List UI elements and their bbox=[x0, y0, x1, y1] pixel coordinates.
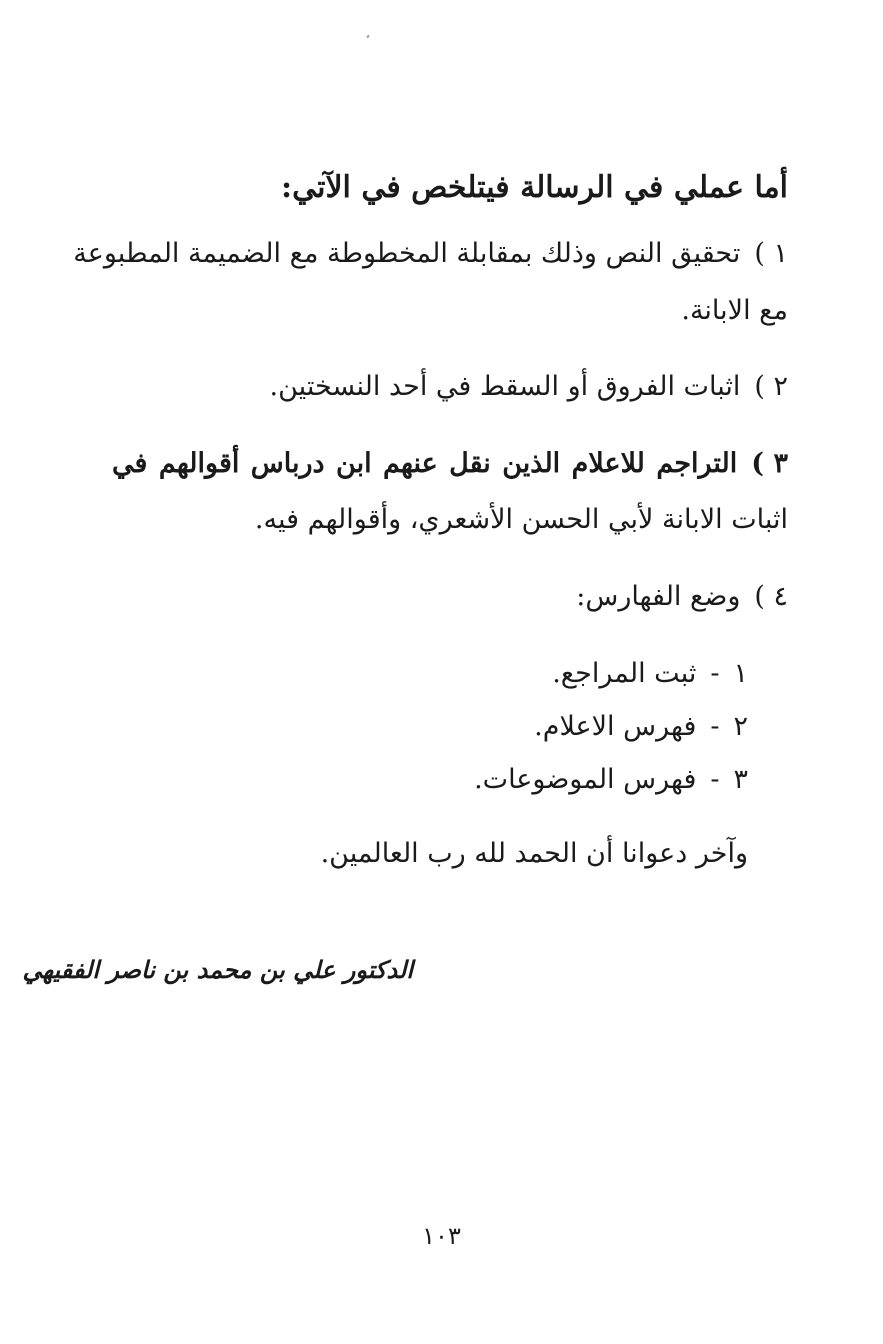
section-heading: أما عملي في الرسالة فيتلخص في الآتي: bbox=[281, 170, 788, 205]
index-subitem-2-dash: - bbox=[710, 711, 720, 742]
list-item-2-number: ٢ ) bbox=[754, 371, 788, 402]
list-item-1-number: ١ ) bbox=[754, 238, 788, 269]
list-item-2 bbox=[270, 373, 788, 400]
page-number: ١٠٣ bbox=[422, 1222, 461, 1250]
index-subitem-2-text: فهرس الاعلام. bbox=[534, 711, 697, 742]
author-signature: الدكتور علي بن محمد بن ناصر الفقيهي bbox=[22, 955, 413, 984]
list-item-1-line-1 bbox=[73, 238, 788, 269]
list-item-4-number: ٤ ) bbox=[754, 581, 788, 612]
index-subitem-1 bbox=[552, 660, 748, 687]
list-item-4 bbox=[576, 583, 788, 610]
index-subitem-3-text: فهرس الموضوعات. bbox=[474, 764, 697, 795]
index-subitem-2-number: ٢ bbox=[733, 711, 748, 742]
scan-speck bbox=[366, 35, 369, 39]
index-subitem-1-number: ١ bbox=[733, 658, 748, 689]
index-subitem-3-dash: - bbox=[710, 764, 720, 795]
closing-line: وآخر دعوانا أن الحمد لله رب العالمين. bbox=[320, 838, 748, 869]
list-item-4-text: وضع الفهارس: bbox=[576, 581, 741, 612]
list-item-3-line-1 bbox=[112, 450, 788, 477]
list-item-3-number: ٣ ) bbox=[751, 448, 788, 479]
list-item-2-text: اثبات الفروق أو السقط في أحد النسختين. bbox=[269, 371, 741, 402]
list-item-3-line-2: اثبات الابانة لأبي الحسن الأشعري، وأقوالهم فيه. bbox=[254, 504, 788, 535]
list-item-3-text: التراجم للاعلام الذين نقل عنهم ابن درباس أقوالهم في bbox=[112, 448, 738, 479]
list-item-1-line-2: مع الابانة. bbox=[681, 295, 788, 326]
index-subitem-1-dash: - bbox=[710, 658, 720, 689]
list-item-1-text: تحقيق النص وذلك بمقابلة المخطوطة مع الضميمة المطبوعة bbox=[73, 238, 741, 269]
index-subitem-2 bbox=[534, 713, 748, 740]
index-subitem-3 bbox=[474, 766, 748, 793]
index-subitem-1-text: ثبت المراجع. bbox=[552, 658, 697, 689]
index-subitem-3-number: ٣ bbox=[733, 764, 748, 795]
